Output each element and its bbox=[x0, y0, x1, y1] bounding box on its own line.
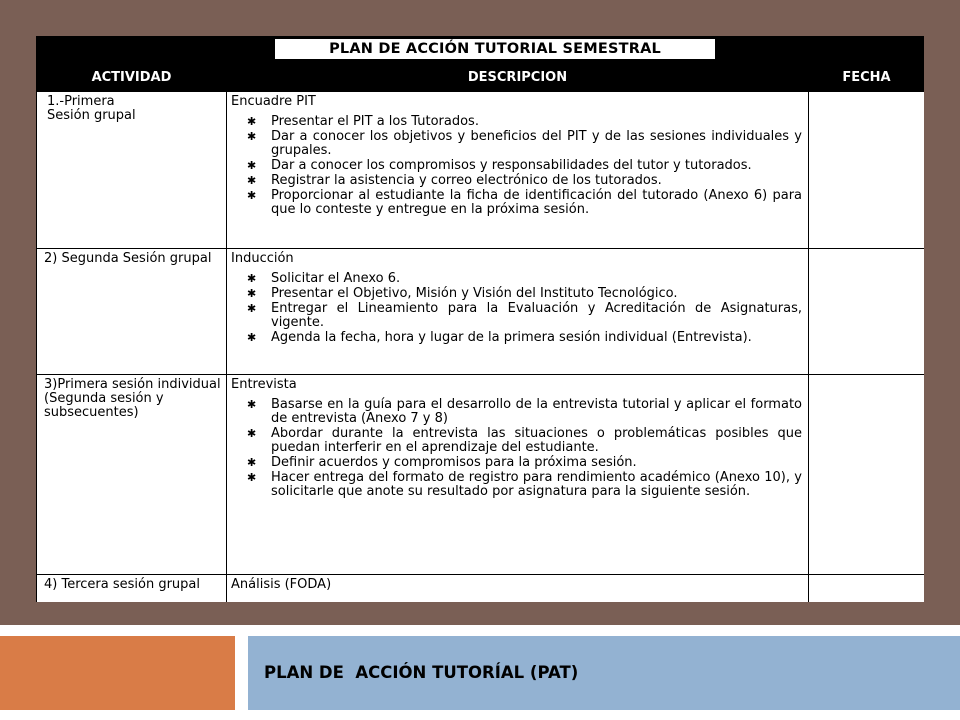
date-cell bbox=[809, 92, 925, 249]
header-descripcion: DESCRIPCION bbox=[227, 63, 809, 92]
description-list bbox=[231, 272, 802, 345]
asterisk-bullet-icon: ✱ bbox=[247, 189, 257, 202]
list-item-text: Entregar el Lineamiento para la Evaluación y Acreditación de Asignaturas, vigente. bbox=[271, 301, 802, 330]
activity-table bbox=[36, 62, 924, 602]
description-cell bbox=[227, 249, 809, 375]
asterisk-bullet-icon: ✱ bbox=[247, 287, 257, 300]
asterisk-bullet-icon: ✱ bbox=[247, 130, 257, 143]
footer-title-bar bbox=[248, 636, 960, 710]
asterisk-bullet-icon: ✱ bbox=[247, 272, 257, 285]
description-cell bbox=[227, 575, 809, 603]
description-cell bbox=[227, 92, 809, 249]
footer-accent-orange bbox=[0, 636, 235, 710]
list-item-text: Proporcionar al estudiante la ficha de identificación del tutorado (Anexo 6) para que lo conteste y entregue en la próxima sesión. bbox=[271, 188, 802, 217]
activity-cell: 1.-Primera Sesión grupal bbox=[37, 92, 227, 249]
asterisk-bullet-icon: ✱ bbox=[247, 427, 257, 440]
document-image bbox=[36, 36, 924, 602]
list-item bbox=[231, 130, 802, 158]
list-item-text: Dar a conocer los compromisos y responsabilidades del tutor y tutorados. bbox=[271, 158, 752, 173]
list-item-text: Definir acuerdos y compromisos para la próxima sesión. bbox=[271, 455, 637, 470]
list-item-text: Abordar durante la entrevista las situaciones o problemáticas posibles que puedan interferir en el aprendizaje del estudiante. bbox=[271, 426, 802, 455]
description-list bbox=[231, 115, 802, 217]
asterisk-bullet-icon: ✱ bbox=[247, 115, 257, 128]
activity-cell: 4) Tercera sesión grupal bbox=[37, 575, 227, 603]
list-item bbox=[231, 471, 802, 499]
description-list bbox=[231, 398, 802, 499]
list-item bbox=[231, 287, 802, 301]
list-item bbox=[231, 302, 802, 330]
date-cell bbox=[809, 575, 925, 603]
table-row bbox=[37, 375, 925, 575]
asterisk-bullet-icon: ✱ bbox=[247, 174, 257, 187]
asterisk-bullet-icon: ✱ bbox=[247, 331, 257, 344]
list-item-text: Agenda la fecha, hora y lugar de la primera sesión individual (Entrevista). bbox=[271, 330, 752, 345]
table-title: PLAN DE ACCIÓN TUTORIAL SEMESTRAL bbox=[274, 38, 716, 60]
list-item bbox=[231, 174, 802, 188]
activity-cell: 2) Segunda Sesión grupal bbox=[37, 249, 227, 375]
description-title: Encuadre PIT bbox=[231, 94, 316, 109]
asterisk-bullet-icon: ✱ bbox=[247, 471, 257, 484]
description-cell bbox=[227, 375, 809, 575]
list-item-text: Presentar el PIT a los Tutorados. bbox=[271, 114, 479, 129]
list-item bbox=[231, 159, 802, 173]
list-item-text: Basarse en la guía para el desarrollo de la entrevista tutorial y aplicar el formato de entrevista (Anexo 7 y 8) bbox=[271, 397, 802, 426]
header-fecha: FECHA bbox=[809, 63, 925, 92]
description-title: Inducción bbox=[231, 251, 294, 266]
header-actividad: ACTIVIDAD bbox=[37, 63, 227, 92]
asterisk-bullet-icon: ✱ bbox=[247, 456, 257, 469]
list-item-text: Registrar la asistencia y correo electrónico de los tutorados. bbox=[271, 173, 662, 188]
date-cell bbox=[809, 249, 925, 375]
slide-title: PLAN DE ACCIÓN TUTORÍAL (PAT) bbox=[264, 663, 579, 682]
asterisk-bullet-icon: ✱ bbox=[247, 302, 257, 315]
table-title-bar bbox=[36, 36, 924, 62]
list-item bbox=[231, 272, 802, 286]
table-row bbox=[37, 249, 925, 375]
list-item bbox=[231, 115, 802, 129]
asterisk-bullet-icon: ✱ bbox=[247, 159, 257, 172]
list-item-text: Dar a conocer los objetivos y beneficios del PIT y de las sesiones individuales y grupales. bbox=[271, 129, 802, 158]
date-cell bbox=[809, 375, 925, 575]
description-title: Análisis (FODA) bbox=[231, 577, 332, 592]
table-row bbox=[37, 92, 925, 249]
list-item-text: Presentar el Objetivo, Misión y Visión del Instituto Tecnológico. bbox=[271, 286, 678, 301]
list-item bbox=[231, 331, 802, 345]
list-item bbox=[231, 456, 802, 470]
table-header-row bbox=[37, 63, 925, 92]
description-title: Entrevista bbox=[231, 377, 297, 392]
activity-cell: 3)Primera sesión individual (Segunda sesión y subsecuentes) bbox=[37, 375, 227, 575]
table-row bbox=[37, 575, 925, 603]
list-item bbox=[231, 427, 802, 455]
list-item-text: Hacer entrega del formato de registro para rendimiento académico (Anexo 10), y solicitarle que anote su resultado por asignatura para la siguiente sesión. bbox=[271, 470, 802, 499]
table-body bbox=[37, 92, 925, 603]
asterisk-bullet-icon: ✱ bbox=[247, 398, 257, 411]
list-item bbox=[231, 189, 802, 217]
list-item bbox=[231, 398, 802, 426]
list-item-text: Solicitar el Anexo 6. bbox=[271, 271, 401, 286]
